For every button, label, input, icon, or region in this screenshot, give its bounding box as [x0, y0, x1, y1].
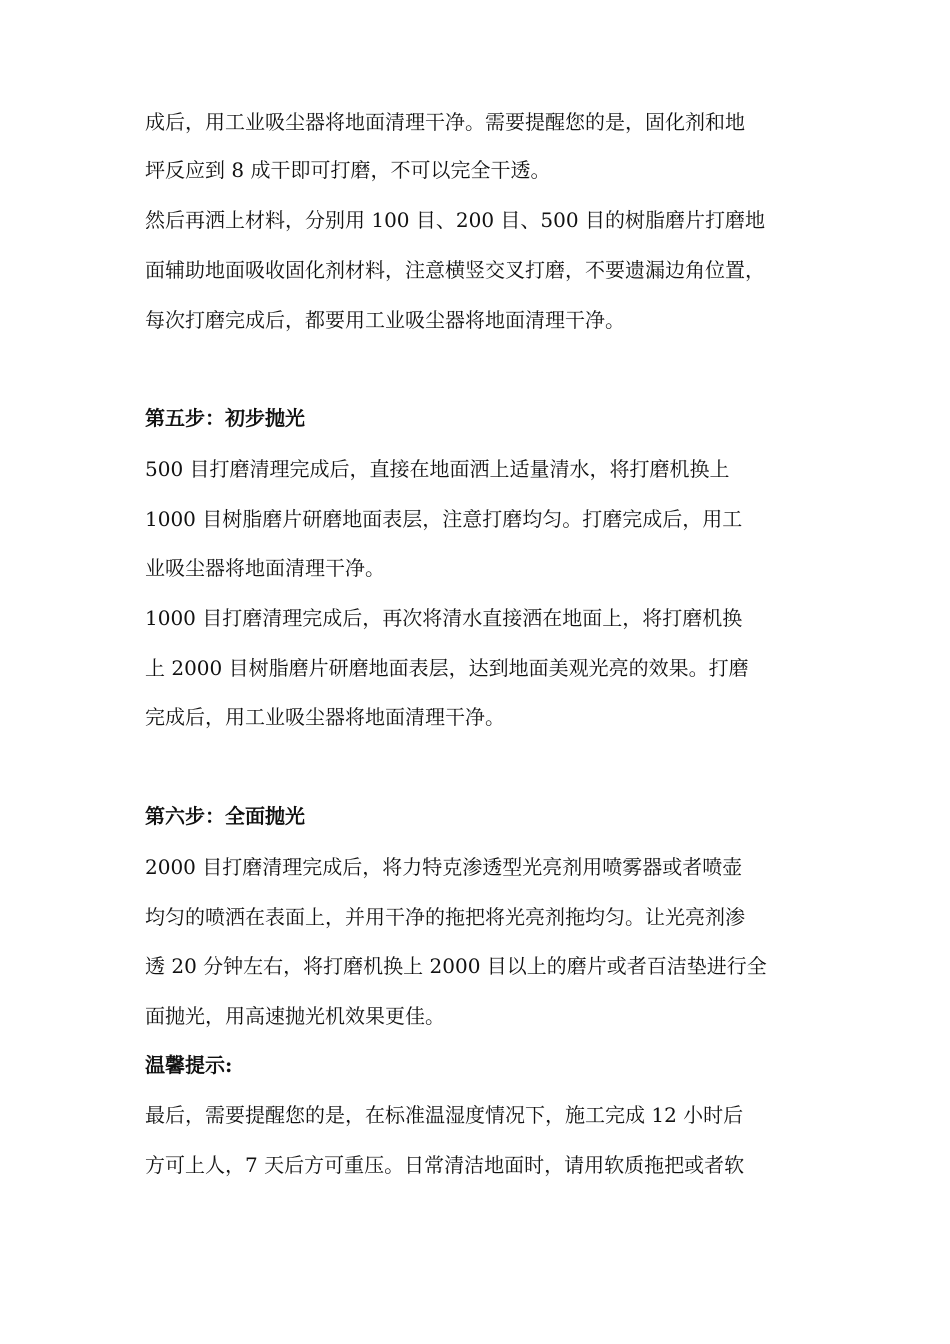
section-heading-step-5: 第五步：初步抛光 — [145, 406, 305, 430]
text-line: 1000 目树脂磨片研磨地面表层，注意打磨均匀。打磨完成后，用工 — [145, 507, 743, 531]
text-line: 方可上人，7 天后方可重压。日常清洁地面时，请用软质拖把或者软 — [145, 1153, 745, 1177]
tip-heading: 温馨提示: — [145, 1053, 233, 1077]
text-line: 面抛光，用高速抛光机效果更佳。 — [145, 1004, 445, 1028]
text-line: 2000 目打磨清理完成后，将力特克渗透型光亮剂用喷雾器或者喷壶 — [145, 855, 743, 879]
text-line: 坪反应到 8 成干即可打磨，不可以完全干透。 — [145, 158, 551, 182]
text-line: 透 20 分钟左右，将打磨机换上 2000 目以上的磨片或者百洁垫进行全 — [145, 954, 767, 978]
text-line: 成后，用工业吸尘器将地面清理干净。需要提醒您的是，固化剂和地 — [145, 110, 745, 134]
text-line: 业吸尘器将地面清理干净。 — [145, 556, 385, 580]
text-line: 均匀的喷洒在表面上，并用干净的拖把将光亮剂拖均匀。让光亮剂渗 — [145, 905, 745, 929]
text-line: 1000 目打磨清理完成后，再次将清水直接洒在地面上，将打磨机换 — [145, 606, 743, 630]
section-heading-step-6: 第六步：全面抛光 — [145, 804, 305, 828]
text-line: 每次打磨完成后，都要用工业吸尘器将地面清理干净。 — [145, 308, 625, 332]
text-line: 上 2000 目树脂磨片研磨地面表层，达到地面美观光亮的效果。打磨 — [145, 656, 749, 680]
text-line: 500 目打磨清理完成后，直接在地面洒上适量清水，将打磨机换上 — [145, 457, 730, 481]
text-line: 然后再洒上材料，分别用 100 目、200 目、500 目的树脂磨片打磨地 — [145, 208, 765, 232]
text-line: 最后，需要提醒您的是，在标准温湿度情况下，施工完成 12 小时后 — [145, 1103, 744, 1127]
text-line: 面辅助地面吸收固化剂材料，注意横竖交叉打磨，不要遗漏边角位置， — [145, 258, 765, 282]
text-line: 完成后，用工业吸尘器将地面清理干净。 — [145, 705, 505, 729]
